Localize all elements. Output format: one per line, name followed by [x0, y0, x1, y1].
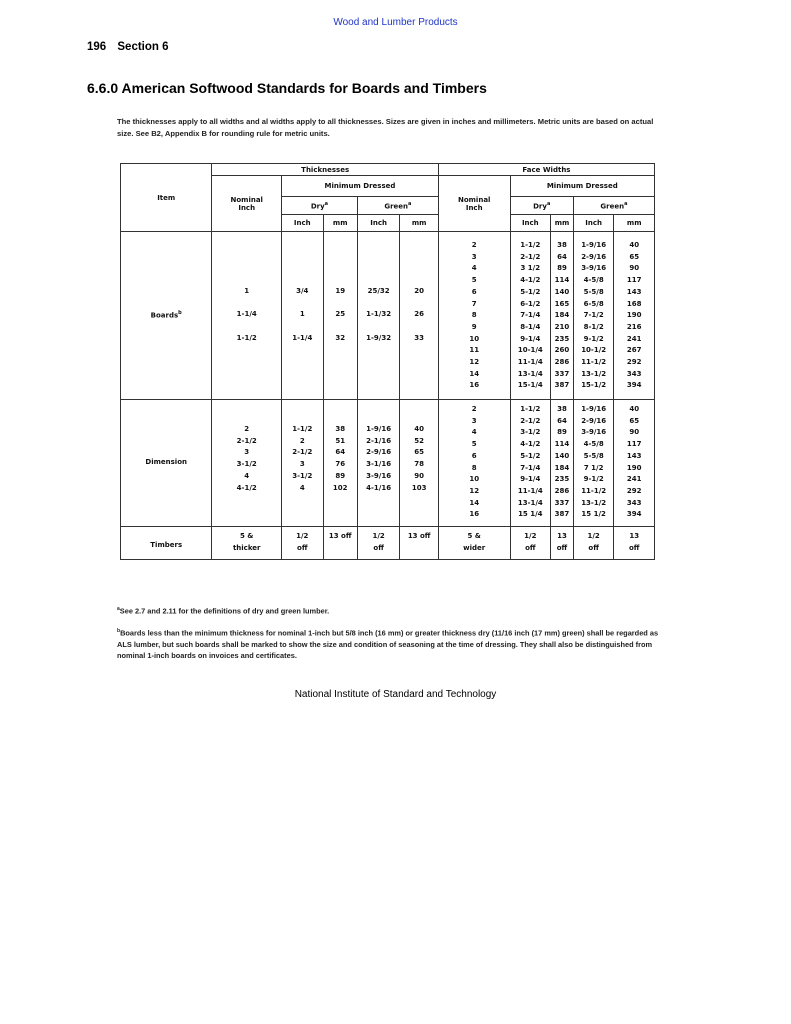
- intro-paragraph: The thicknesses apply to all widths and al widths apply to all thicknesses. Sizes are given in inches and millimeters. Metric units are based on actual size. See B2, Appendix B for rounding rule for metric units.: [117, 117, 654, 138]
- item-timbers: Timbers: [121, 527, 212, 560]
- timbers-face-dry-inch: 1/2 off: [510, 527, 551, 560]
- timbers-thick-dry-inch: 1/2 off: [282, 527, 324, 560]
- hdr-dry-thick: Dry$^a$: [282, 197, 358, 215]
- section-line: [87, 41, 177, 53]
- timbers-thick-green-mm: 13 off: [400, 527, 438, 560]
- hdr-green-thick: Green$^a$: [357, 197, 438, 215]
- page-number: 196: [87, 41, 107, 53]
- page-footer: National Institute of Standard and Technology: [294, 689, 497, 700]
- hdr-mm: mm: [614, 215, 655, 232]
- timbers-thick-green-inch: 1/2 off: [357, 527, 400, 560]
- footnote-b: $^b$Boards less than the minimum thickness for nominal 1-inch but 5/8 inch (16 mm) or greater thickness dry (11/16 inch (17 mm) green) shall be regarded as ALS lumber, but such boards shall be marked to show the size and condition of seasoning at the time of dressing. They shall also be distinguished from nominal 1-inch boards on invoices and certificates.: [117, 627, 659, 661]
- boards-thick-dry-mm: 19 25 32: [323, 232, 357, 400]
- dimension-face-green-inch: 1-9/16 2-9/16 3-9/16 4-5/8 5-5/8 7 1/2 9-1/2 11-1/2 13-1/2 15 1/2: [573, 400, 614, 527]
- dimension-thick-dry-mm: 38 51 64 76 89 102: [323, 400, 357, 527]
- dimension-face-dry-mm: 38 64 89 114 140 184 235 286 337 387: [551, 400, 574, 527]
- timbers-thick-dry-mm: 13 off: [323, 527, 357, 560]
- table-row-timbers: [121, 527, 655, 560]
- hdr-inch: Inch: [510, 215, 551, 232]
- running-header: Wood and Lumber Products: [333, 17, 458, 28]
- timbers-face-dry-mm: 13 off: [551, 527, 574, 560]
- dimension-thick-dry-inch: 1-1/2 2 2-1/2 3 3-1/2 4: [282, 400, 324, 527]
- hdr-face-widths: Face Widths: [438, 164, 654, 176]
- dimension-thick-green-mm: 40 52 65 78 90 103: [400, 400, 438, 527]
- boards-thick-dry-inch: 3/4 1 1-1/4: [282, 232, 324, 400]
- table-row-boards: [121, 232, 655, 400]
- timbers-thick-nominal: 5 & thicker: [212, 527, 282, 560]
- boards-thick-green-inch: 25/32 1-1/32 1-9/32: [357, 232, 400, 400]
- boards-thick-green-mm: 20 26 33: [400, 232, 438, 400]
- hdr-nominal-thick: Nominal Inch: [212, 176, 282, 232]
- hdr-nominal-face: Nominal Inch: [438, 176, 510, 232]
- dimension-face-green-mm: 40 65 90 117 143 190 241 292 343 394: [614, 400, 655, 527]
- table-row-dimension: [121, 400, 655, 527]
- hdr-dry-face: Dry$^a$: [510, 197, 573, 215]
- boards-face-nominal: 2 3 4 5 6 7 8 9 10 11 12 14 16: [438, 232, 510, 400]
- dimension-thick-nominal: 2 2-1/2 3 3-1/2 4 4-1/2: [212, 400, 282, 527]
- section-label: Section 6: [117, 41, 169, 53]
- footnote-a: $^a$See 2.7 and 2.11 for the definitions of dry and green lumber.: [117, 606, 330, 616]
- hdr-inch: Inch: [282, 215, 324, 232]
- dimension-face-dry-inch: 1-1/2 2-1/2 3-1/2 4-1/2 5-1/2 7-1/4 9-1/4 11-1/4 13-1/4 15 1/4: [510, 400, 551, 527]
- hdr-mm: mm: [400, 215, 438, 232]
- hdr-inch: Inch: [357, 215, 400, 232]
- hdr-green-face: Green$^a$: [573, 197, 654, 215]
- hdr-thicknesses: Thicknesses: [212, 164, 438, 176]
- timbers-face-green-inch: 1/2 off: [573, 527, 614, 560]
- boards-face-green-inch: 1-9/16 2-9/16 3-9/16 4-5/8 5-5/8 6-5/8 7-1/2 8-1/2 9-1/2 10-1/2 11-1/2 13-1/2 15-1/2: [573, 232, 614, 400]
- dimension-thick-green-inch: 1-9/16 2-1/16 2-9/16 3-1/16 3-9/16 4-1/16: [357, 400, 400, 527]
- hdr-inch: Inch: [573, 215, 614, 232]
- dimension-face-nominal: 2 3 4 5 6 8 10 12 14 16: [438, 400, 510, 527]
- hdr-mm: mm: [323, 215, 357, 232]
- hdr-mm: mm: [551, 215, 574, 232]
- hdr-min-dressed-face: Minimum Dressed: [510, 176, 654, 197]
- page-title: 6.6.0 American Softwood Standards for Boards and Timbers: [87, 80, 487, 96]
- standards-table: [120, 163, 655, 560]
- hdr-item: Item: [121, 164, 212, 232]
- hdr-min-dressed-thick: Minimum Dressed: [282, 176, 439, 197]
- boards-thick-nominal: 1 1-1/4 1-1/2: [212, 232, 282, 400]
- boards-face-dry-inch: 1-1/2 2-1/2 3 1/2 4-1/2 5-1/2 6-1/2 7-1/4 8-1/4 9-1/4 10-1/4 11-1/4 13-1/4 15-1/4: [510, 232, 551, 400]
- boards-face-dry-mm: 38 64 89 114 140 165 184 210 235 260 286 337 387: [551, 232, 574, 400]
- timbers-face-green-mm: 13 off: [614, 527, 655, 560]
- item-dimension: Dimension: [121, 400, 212, 527]
- timbers-face-nominal: 5 & wider: [438, 527, 510, 560]
- item-boards: Boards$^b$: [121, 232, 212, 400]
- boards-face-green-mm: 40 65 90 117 143 168 190 216 241 267 292 343 394: [614, 232, 655, 400]
- footnotes: [117, 604, 662, 671]
